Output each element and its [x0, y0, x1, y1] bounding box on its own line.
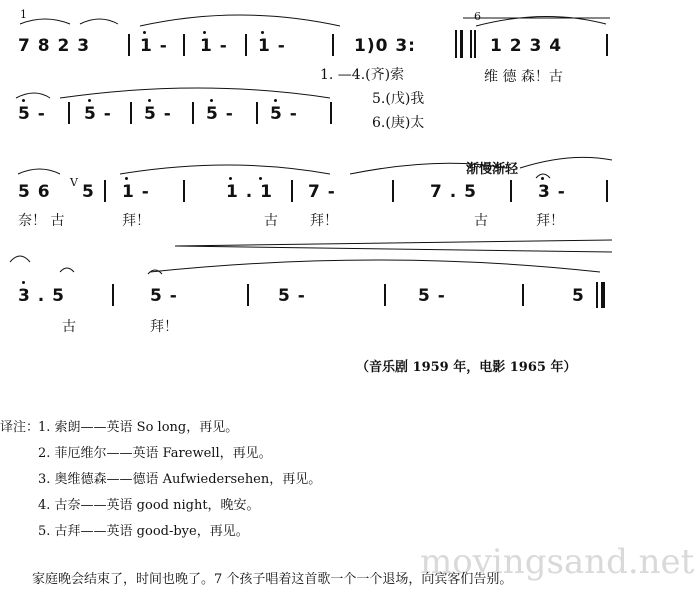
note-group: 5 - [278, 286, 306, 306]
barline [183, 180, 185, 202]
low-octave-dot [274, 99, 277, 102]
note-group: 3 - [538, 182, 566, 202]
barline [384, 284, 386, 306]
note-item: 1. 索朗——英语 So long，再见。 [38, 420, 239, 435]
repeat-barline [460, 30, 463, 58]
lyric: 古 [264, 213, 278, 229]
final-barline [596, 282, 598, 308]
note-group: 1 - [122, 182, 150, 202]
barline [128, 34, 130, 56]
barline [192, 102, 194, 124]
note-group: 5 - [150, 286, 178, 306]
note-group: 1 - [140, 36, 168, 56]
low-octave-dot [22, 99, 25, 102]
lyric: 拜！ [150, 319, 178, 335]
note-item: 2. 菲厄维尔——英语 Farewell，再见。 [38, 446, 272, 461]
barline [68, 102, 70, 124]
note-group: 1 - [258, 36, 286, 56]
low-octave-dot [88, 99, 91, 102]
barline [130, 102, 132, 124]
notes-heading: 译注： [0, 420, 40, 435]
barline [510, 180, 512, 202]
high-octave-dot [22, 281, 25, 284]
barline [112, 284, 114, 306]
barline [256, 102, 258, 124]
barline [247, 284, 249, 306]
watermark: movingsand.net [420, 542, 694, 582]
note-group: 7 - [308, 182, 336, 202]
verse-line: 5.(戊)我 [372, 91, 425, 107]
note-item: 5. 古拜——英语 good-bye，再见。 [38, 524, 249, 539]
measure-number: 1 [20, 8, 27, 21]
note-group: 5 6 [18, 182, 51, 202]
breath-mark: V [70, 176, 78, 189]
note-group: 1 . 1 [226, 182, 273, 202]
barline [183, 34, 185, 56]
note-group: 1 2 3 4 [490, 36, 563, 56]
repeat-barline [470, 30, 472, 58]
barline [291, 180, 293, 202]
low-octave-dot [210, 99, 213, 102]
note-group: 7 8 2 3 [18, 36, 91, 56]
note-group: 5 - [144, 104, 172, 124]
repeat-barline [455, 30, 457, 58]
note-group: 5 - [418, 286, 446, 306]
note-group: 7 . 5 [430, 182, 477, 202]
measure-number: 6 [474, 10, 481, 23]
lyric: 维 德 森！古 [484, 69, 563, 85]
barline [104, 180, 106, 202]
lyric: 拜！ [310, 213, 338, 229]
note-group: 5 - [206, 104, 234, 124]
high-octave-dot [203, 31, 206, 34]
barline [330, 102, 332, 124]
note-group: 3 . 5 [18, 286, 65, 306]
lyric: 奈！ 古 [18, 213, 65, 229]
description: 家庭晚会结束了，时间也晚了。7 个孩子唱着这首歌一个一个退场，向宾客们告别。 [32, 572, 513, 587]
note-group: 1)0 3: [354, 36, 416, 56]
note-group: 1 - [200, 36, 228, 56]
high-octave-dot [259, 177, 262, 180]
tempo-mark: 渐慢渐轻 [466, 162, 519, 177]
barline [392, 180, 394, 202]
high-octave-dot [125, 177, 128, 180]
lyric: 拜！ [122, 213, 150, 229]
note-item: 3. 奥维德森——德语 Aufwiedersehen，再见。 [38, 472, 322, 487]
note-group: 5 [572, 286, 585, 306]
lyric: 古 [62, 319, 76, 335]
note-group: 5 - [18, 104, 46, 124]
lyric: 拜！ [536, 213, 564, 229]
barline [332, 34, 334, 56]
final-barline [601, 282, 605, 308]
high-octave-dot [261, 31, 264, 34]
low-octave-dot [148, 99, 151, 102]
high-octave-dot [143, 31, 146, 34]
note-group: 5 [82, 182, 95, 202]
high-octave-dot [229, 177, 232, 180]
barline [245, 34, 247, 56]
barline [606, 34, 608, 56]
repeat-barline [474, 30, 476, 58]
note-item: 4. 古奈——英语 good night，晚安。 [38, 498, 260, 513]
note-group: 5 - [270, 104, 298, 124]
lyric: 古 [474, 213, 488, 229]
barline [522, 284, 524, 306]
high-octave-dot [541, 177, 544, 180]
verse-line: 1. —4.(齐)索 [320, 67, 405, 83]
note-group: 5 - [84, 104, 112, 124]
source-note: （音乐剧 1959 年，电影 1965 年） [356, 360, 577, 375]
verse-line: 6.(庚)太 [372, 115, 425, 131]
barline [606, 180, 608, 202]
